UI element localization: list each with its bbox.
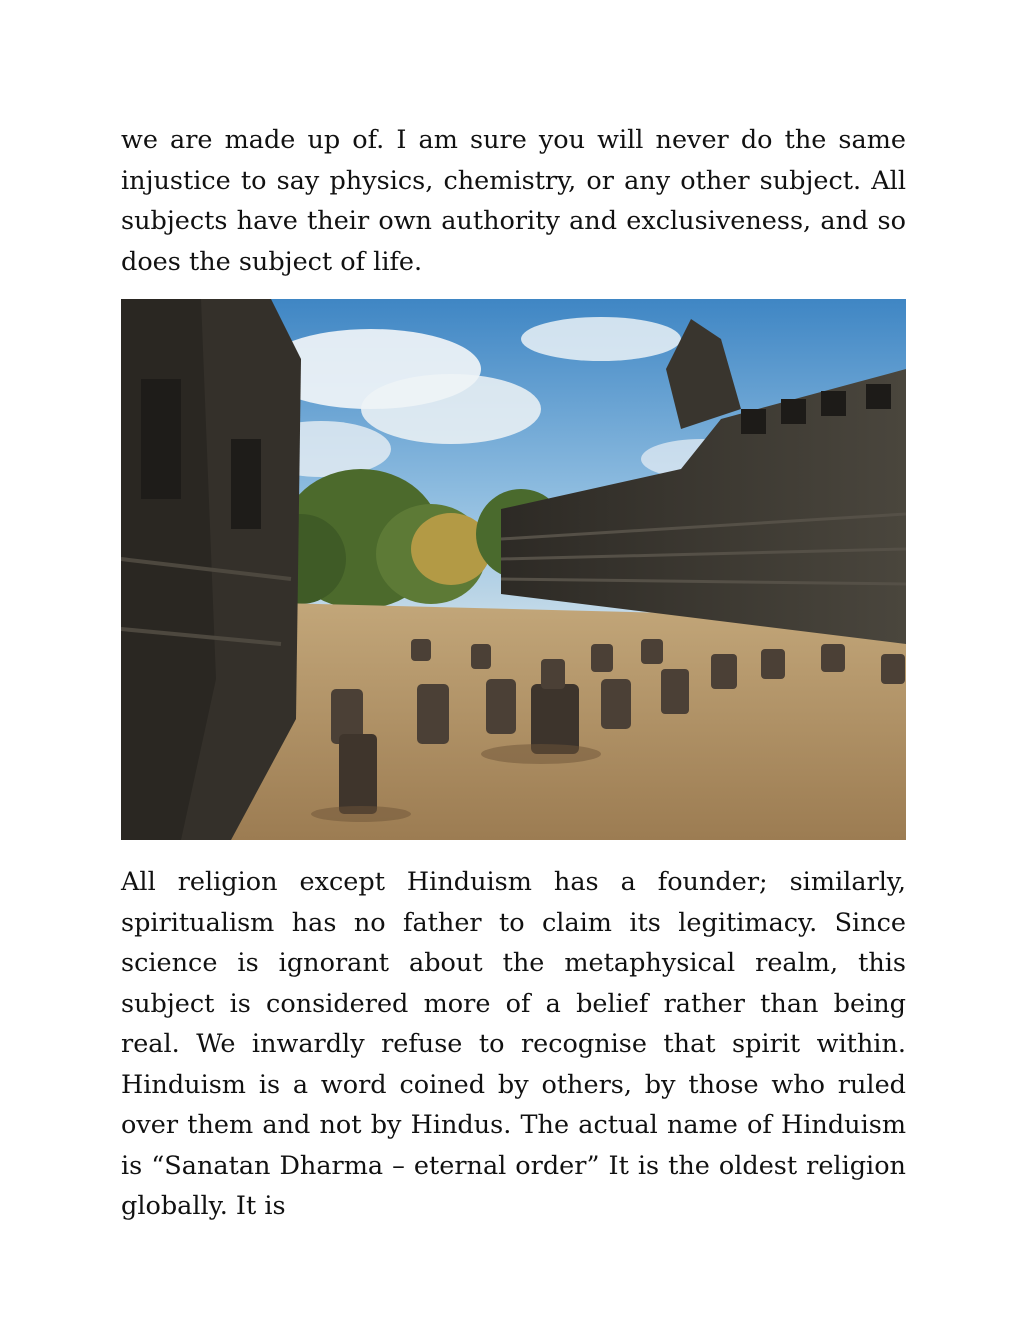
paragraph-hinduism: All religion except Hinduism has a founder; similarly, spiritualism has no father to claim its legitimacy. Since science is ignorant about the metaphysical realm, this subject is considered more of a belief rather than being real. We inwardly refuse to recognise that spirit within. Hinduism is a word coined by others, by those who ruled over them and not by Hindus. The actual name of Hinduism is “Sanatan Dharma – eternal order” It is the oldest religion globally. It is (121, 867, 906, 1221)
temple-ruins-photo (121, 299, 906, 840)
paragraph-intro: we are made up of. I am sure you will never do the same injustice to say physics, chemistry, or any other subject. All subjects have their own authority and exclusiveness, and so does the subject of life. (121, 125, 906, 277)
